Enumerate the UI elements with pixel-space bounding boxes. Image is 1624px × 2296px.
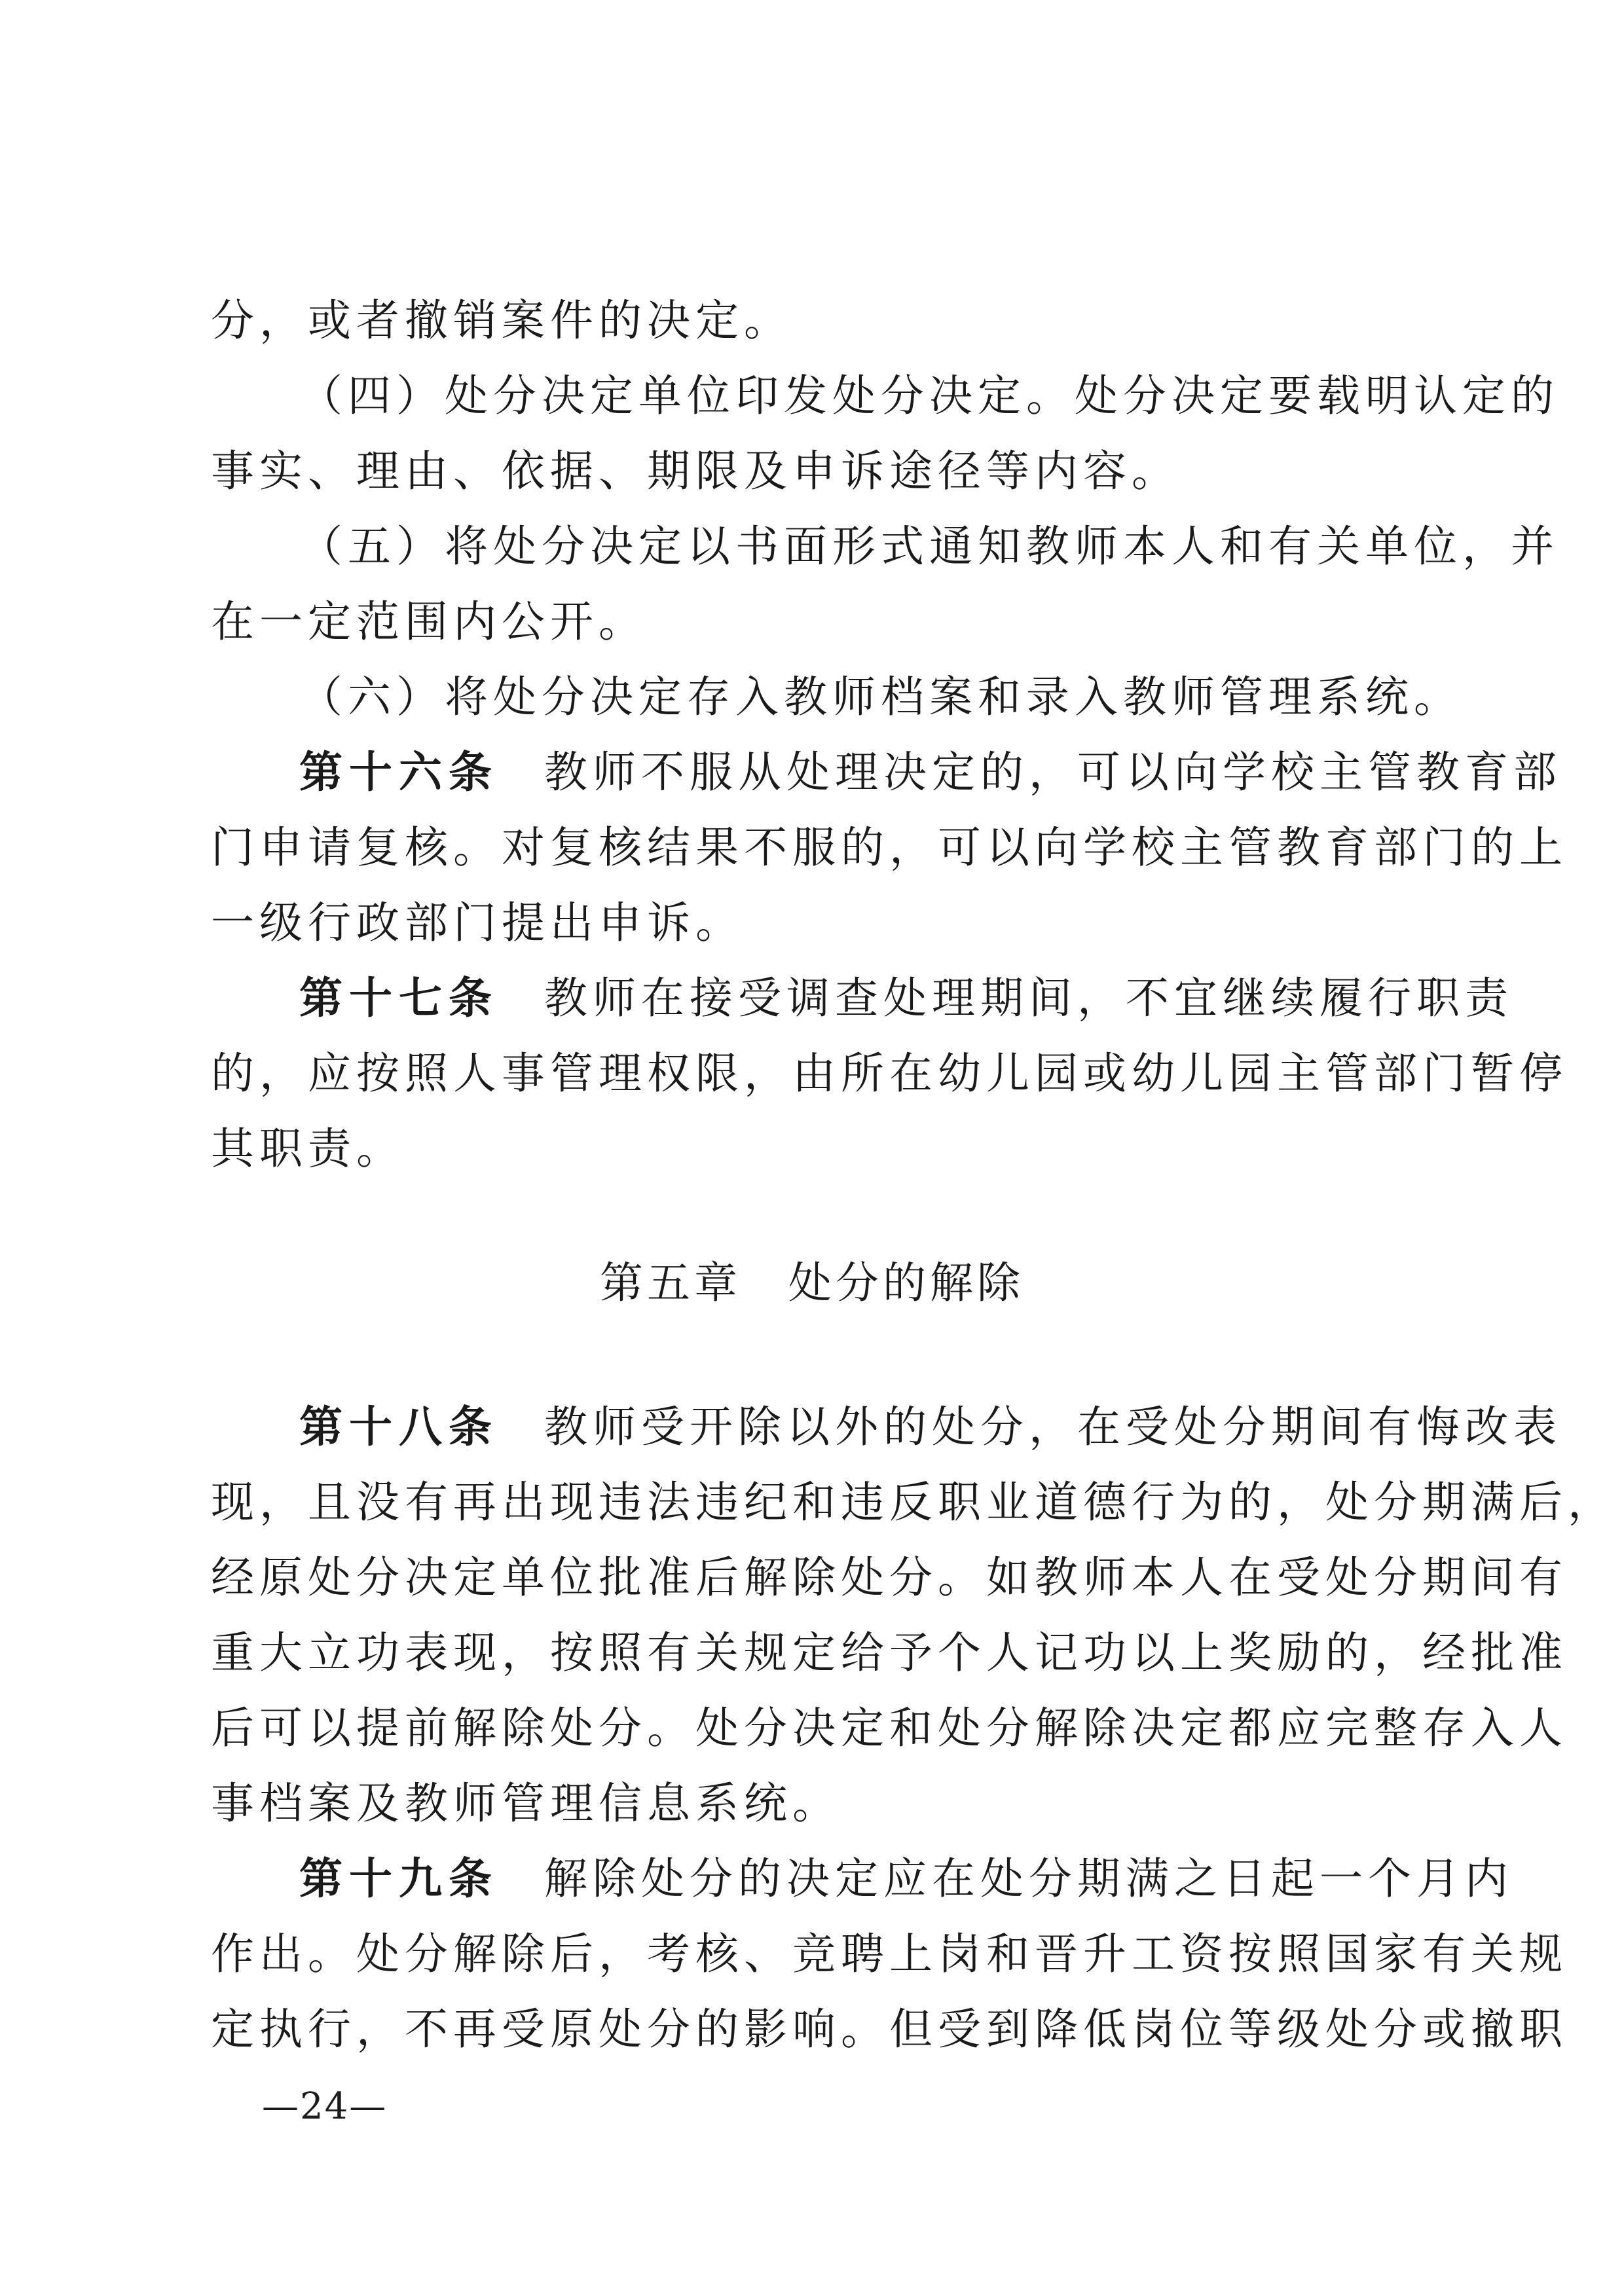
paragraph-line: 重大立功表现，按照有关规定给予个人记功以上奖励的，经批准 <box>211 1628 1568 1678</box>
article-19-text: 解除处分的决定应在处分期满之日起一个月内 <box>544 1853 1513 1904</box>
paragraph-line: 定执行，不再受原处分的影响。但受到降低岗位等级处分或撤职 <box>211 2004 1568 2054</box>
paragraph-line: 事档案及教师管理信息系统。 <box>211 1778 841 1829</box>
paragraph-line: 经原处分决定单位批准后解除处分。如教师本人在受处分期间有 <box>211 1552 1568 1603</box>
article-17-first-line <box>211 960 1513 1036</box>
article-16-heading: 第十六条 <box>299 747 498 797</box>
page-number: —24— <box>262 2085 388 2128</box>
article-17-heading: 第十七条 <box>299 973 498 1023</box>
document-body <box>211 283 1616 2067</box>
paragraph-line: 其职责。 <box>211 1123 405 1174</box>
paragraph-line: 作出。处分解除后，考核、竞聘上岗和晋升工资按照国家有关规 <box>211 1929 1568 1979</box>
article-16-text: 教师不服从处理决定的，可以向学校主管教育部 <box>544 747 1562 797</box>
paragraph-line: 事实、理由、依据、期限及申诉途径等内容。 <box>211 446 1180 496</box>
paragraph-line: （五）将处分决定以书面形式通知教师本人和有关单位，并 <box>299 521 1559 572</box>
article-18-heading: 第十八条 <box>299 1402 498 1452</box>
article-19-heading: 第十九条 <box>299 1853 498 1904</box>
paragraph-line: 现，且没有再出现违法违纪和违反职业道德行为的，处分期满后， <box>211 1477 1616 1527</box>
article-18-first-line <box>211 1389 1562 1465</box>
article-16-first-line <box>211 735 1562 810</box>
paragraph-line: 在一定范围内公开。 <box>211 596 647 647</box>
article-17-text: 教师在接受调查处理期间，不宜继续履行职责 <box>544 973 1513 1023</box>
paragraph-line: 门申请复核。对复核结果不服的，可以向学校主管教育部门的上 <box>211 822 1568 873</box>
article-18-text: 教师受开除以外的处分，在受处分期间有悔改表 <box>544 1402 1562 1452</box>
paragraph-line: 一级行政部门提出申诉。 <box>211 898 744 948</box>
paragraph-line: 分，或者撤销案件的决定。 <box>211 295 792 346</box>
paragraph-line: 的，应按照人事管理权限，由所在幼儿园或幼儿园主管部门暂停 <box>211 1048 1568 1099</box>
paragraph-line: 后可以提前解除处分。处分决定和处分解除决定都应完整存入人 <box>211 1703 1568 1753</box>
article-19-first-line <box>211 1841 1513 1916</box>
paragraph-line: （四）处分决定单位印发处分决定。处分决定要载明认定的 <box>299 371 1559 421</box>
chapter-title: 第五章 处分的解除 <box>600 1258 1024 1308</box>
paragraph-line: （六）将处分决定存入教师档案和录入教师管理系统。 <box>299 672 1462 722</box>
